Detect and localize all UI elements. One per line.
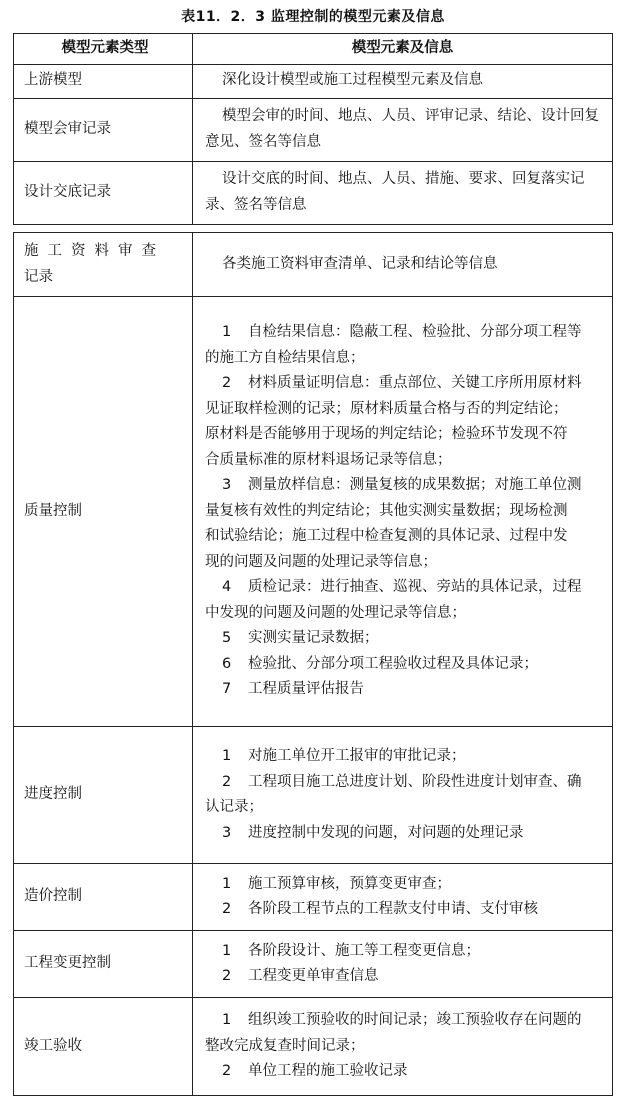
item-number: 1 [222, 1012, 232, 1029]
list-item [205, 897, 600, 923]
table-row [14, 161, 613, 224]
list-item [205, 371, 600, 473]
item-number: 6 [222, 655, 232, 672]
row-info: 各类施工资料审查清单、记录和结论等信息 [193, 233, 613, 297]
item-text: 量复核有效性的判定结论；其他实测实量数据；现场检测 [205, 502, 568, 519]
item-text: 单位工程的施工验收记录 [248, 1063, 408, 1080]
list-item [205, 1059, 600, 1085]
header-col-type: 模型元素类型 [14, 34, 193, 65]
model-elements-table-bottom [13, 232, 613, 1096]
list-item [205, 744, 600, 770]
table-title: 表11．2．3 监理控制的模型元素及信息 [181, 9, 445, 25]
table-row [14, 727, 613, 864]
row-info: 模型会审的时间、地点、人员、评审记录、结论、设计回复意见、签名等信息 [193, 98, 613, 161]
list-item [205, 626, 600, 652]
item-number: 3 [222, 824, 232, 841]
item-text: 原材料是否能够用于现场的判定结论；检验环节发现不符 [205, 426, 568, 443]
table-row [14, 864, 613, 931]
row-type [14, 233, 193, 297]
row-type-line: 记录 [24, 268, 53, 285]
item-text: 中发现的问题及问题的处理记录等信息； [205, 604, 466, 621]
item-number: 2 [222, 901, 232, 917]
item-text: 组织竣工预验收的时间记录；竣工预验收存在问题的 [248, 1012, 582, 1029]
item-number: 1 [222, 748, 232, 764]
item-text: 合质量标准的原材料退场记录等信息； [205, 451, 452, 468]
item-text: 工程变更单审查信息 [248, 968, 379, 984]
list-item [205, 320, 600, 371]
list-item [205, 770, 600, 821]
list-item [205, 964, 600, 990]
item-number: 2 [222, 968, 232, 984]
item-number: 3 [222, 477, 232, 494]
table-row [14, 64, 613, 98]
list-item [205, 872, 600, 898]
item-number: 2 [222, 773, 232, 790]
list-item [205, 652, 600, 678]
list-item [205, 939, 600, 965]
list-item [205, 821, 600, 847]
list-item [205, 677, 600, 703]
item-text: 实测实量记录数据； [248, 630, 379, 647]
row-type: 模型会审记录 [14, 98, 193, 161]
item-number: 1 [222, 875, 232, 892]
row-type: 上游模型 [14, 64, 193, 98]
row-type: 质量控制 [14, 297, 193, 727]
row-info: 深化设计模型或施工过程模型元素及信息 [193, 64, 613, 98]
item-text: 现的问题及问题的处理记录等信息； [205, 553, 437, 570]
table-row [14, 233, 613, 297]
item-number: 2 [222, 1063, 232, 1080]
table-row [14, 297, 613, 727]
item-number: 5 [222, 630, 232, 647]
row-info [193, 864, 613, 931]
item-text: 检验批、分部分项工程验收过程及具体记录； [248, 655, 538, 672]
table-row [14, 998, 613, 1096]
row-type: 造价控制 [14, 864, 193, 931]
row-type: 竣工验收 [14, 998, 193, 1096]
item-text: 认记录； [205, 799, 263, 815]
item-number: 7 [222, 681, 232, 698]
item-text: 质检记录：进行抽查、巡视、旁站的具体记录，过程 [248, 579, 582, 596]
list-item [205, 473, 600, 575]
row-type: 进度控制 [14, 727, 193, 864]
row-type: 设计交底记录 [14, 161, 193, 224]
item-text: 工程项目施工总进度计划、阶段性进度计划审查、确 [248, 773, 582, 790]
item-text: 各阶段设计、施工等工程变更信息； [248, 942, 480, 959]
item-number: 2 [222, 375, 232, 392]
row-info: 设计交底的时间、地点、人员、措施、要求、回复落实记录、签名等信息 [193, 161, 613, 224]
table-header-row [14, 34, 613, 65]
list-item [205, 575, 600, 626]
model-elements-table-top [13, 33, 613, 225]
table-row [14, 98, 613, 161]
header-col-info: 模型元素及信息 [193, 34, 613, 65]
item-text: 见证取样检测的记录；原材料质量合格与否的判定结论； [205, 400, 568, 417]
row-info [193, 931, 613, 998]
list-item [205, 1008, 600, 1059]
item-text: 整改完成复查时间记录； [205, 1037, 365, 1054]
item-text: 施工预算审核，预算变更审查； [248, 875, 451, 892]
row-type: 工程变更控制 [14, 931, 193, 998]
item-text: 对施工单位开工报审的审批记录； [248, 748, 466, 764]
item-text: 和试验结论；施工过程中检查复测的具体记录、过程中发 [205, 528, 568, 545]
item-text: 材料质量证明信息：重点部位、关键工序所用原材料 [248, 375, 582, 392]
item-number: 1 [222, 324, 232, 341]
item-text: 的施工方自检结果信息； [205, 349, 365, 366]
row-info [193, 998, 613, 1096]
item-number: 4 [222, 579, 232, 596]
row-type-line: 施工资料审查 [24, 243, 165, 259]
table-row [14, 931, 613, 998]
row-info [193, 727, 613, 864]
item-number: 1 [222, 942, 232, 959]
item-text: 自检结果信息：隐蔽工程、检验批、分部分项工程等 [248, 324, 582, 341]
item-text: 测量放样信息：测量复核的成果数据；对施工单位测 [248, 477, 582, 494]
item-text: 各阶段工程节点的工程款支付申请、支付审核 [248, 901, 538, 917]
item-text: 工程质量评估报告 [248, 681, 364, 698]
item-text: 进度控制中发现的问题，对问题的处理记录 [248, 824, 524, 841]
row-info [193, 297, 613, 727]
